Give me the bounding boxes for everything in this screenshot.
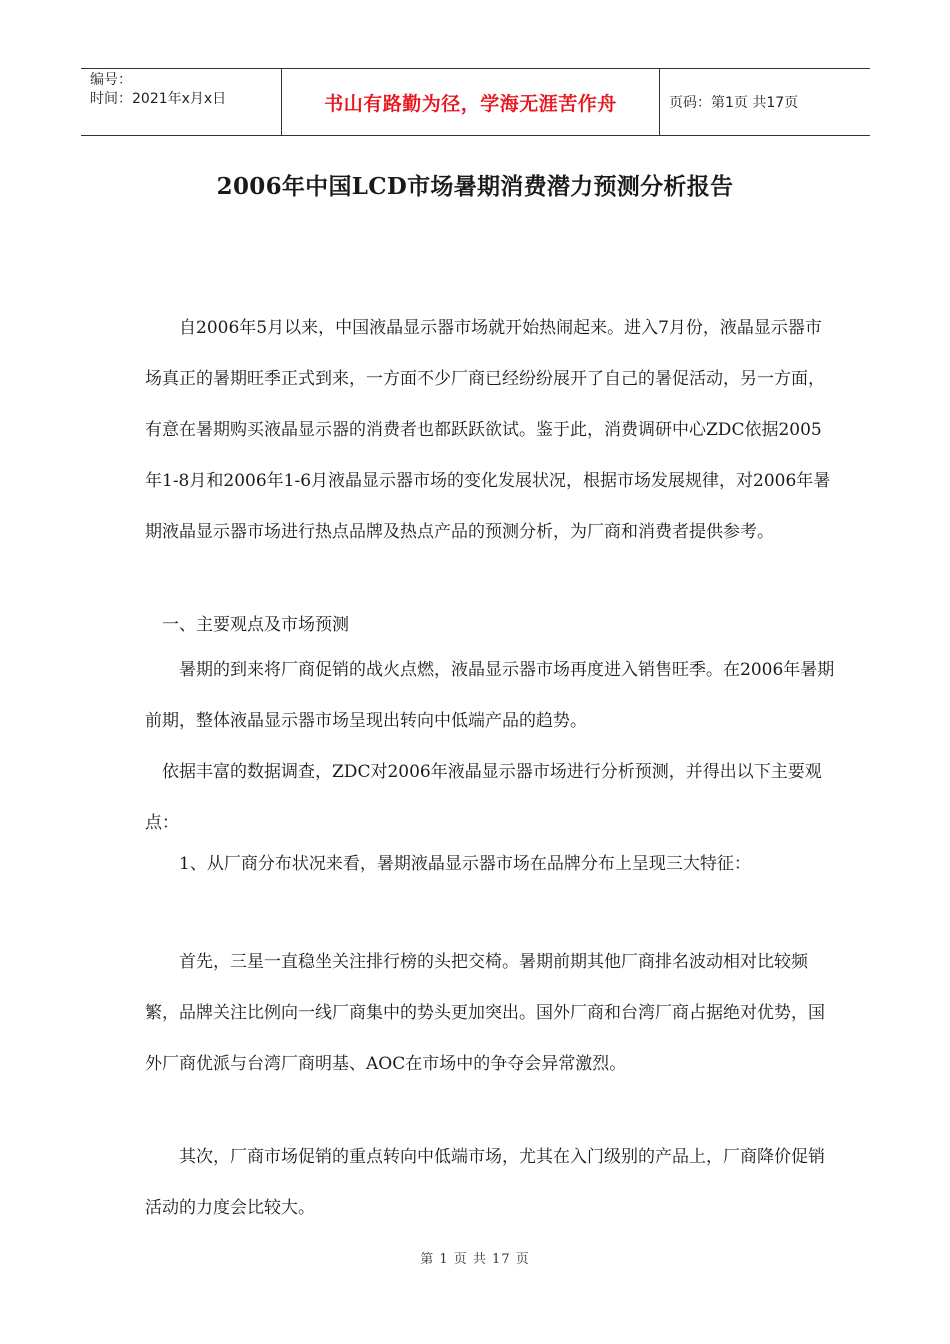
document-title: 2006年中国LCD市场暑期消费潜力预测分析报告 [216, 173, 734, 200]
body-paragraph-second: 其次，厂商市场促销的重点转向中低端市场，尤其在入门级别的产品上，厂商降价促销活动的力度会比较大。 [145, 1147, 825, 1218]
header-page-cell [660, 69, 870, 135]
page-footer: 第 1 页 共 17 页 [420, 1252, 530, 1267]
body-paragraph-intro: 自2006年5月以来，中国液晶显示器市场就开始热闹起来。进入7月份，液晶显示器市场真正的暑期旺季正式到来，一方面不少厂商已经纷纷展开了自己的暑促活动，另一方面，有意在暑期购买液晶显示器的消费者也都跃跃欲试。鉴于此，消费调研中心ZDC依据2005年1-8月和2006年1-6月液晶显示器市场的变化发展状况，根据市场发展规律，对2006年暑期液晶显示器市场进行热点品牌及热点产品的预测分析，为厂商和消费者提供参考。 [145, 318, 831, 542]
header-motto-cell [281, 69, 660, 135]
body-paragraph-zdc-forecast: 依据丰富的数据调查，ZDC对2006年液晶显示器市场进行分析预测，并得出以下主要观点： [145, 762, 822, 833]
body-paragraph-summer-season: 暑期的到来将厂商促销的战火点燃，液晶显示器市场再度进入销售旺季。在2006年暑期前期，整体液晶显示器市场呈现出转向中低端产品的趋势。 [145, 660, 835, 731]
header-meta-cell [81, 69, 281, 135]
header-page-info: 页码：第1页 共17页 [669, 95, 799, 111]
header-motto: 书山有路勤为径，学海无涯苦作舟 [324, 92, 617, 115]
section-heading-main-points: 一、主要观点及市场预测 [145, 615, 349, 635]
document-number-label: 编号： [90, 72, 132, 88]
body-paragraph-point-1: 1、从厂商分布状况来看，暑期液晶显示器市场在品牌分布上呈现三大特征： [145, 854, 751, 874]
body-paragraph-first: 首先，三星一直稳坐关注排行榜的头把交椅。暑期前期其他厂商排名波动相对比较频繁，品牌关注比例向一线厂商集中的势头更加突出。国外厂商和台湾厂商占据绝对优势，国外厂商优派与台湾厂商明基、AOC在市场中的争夺会异常激烈。 [145, 952, 825, 1074]
document-header [81, 68, 870, 136]
document-time-label: 时间：2021年x月x日 [90, 91, 227, 107]
